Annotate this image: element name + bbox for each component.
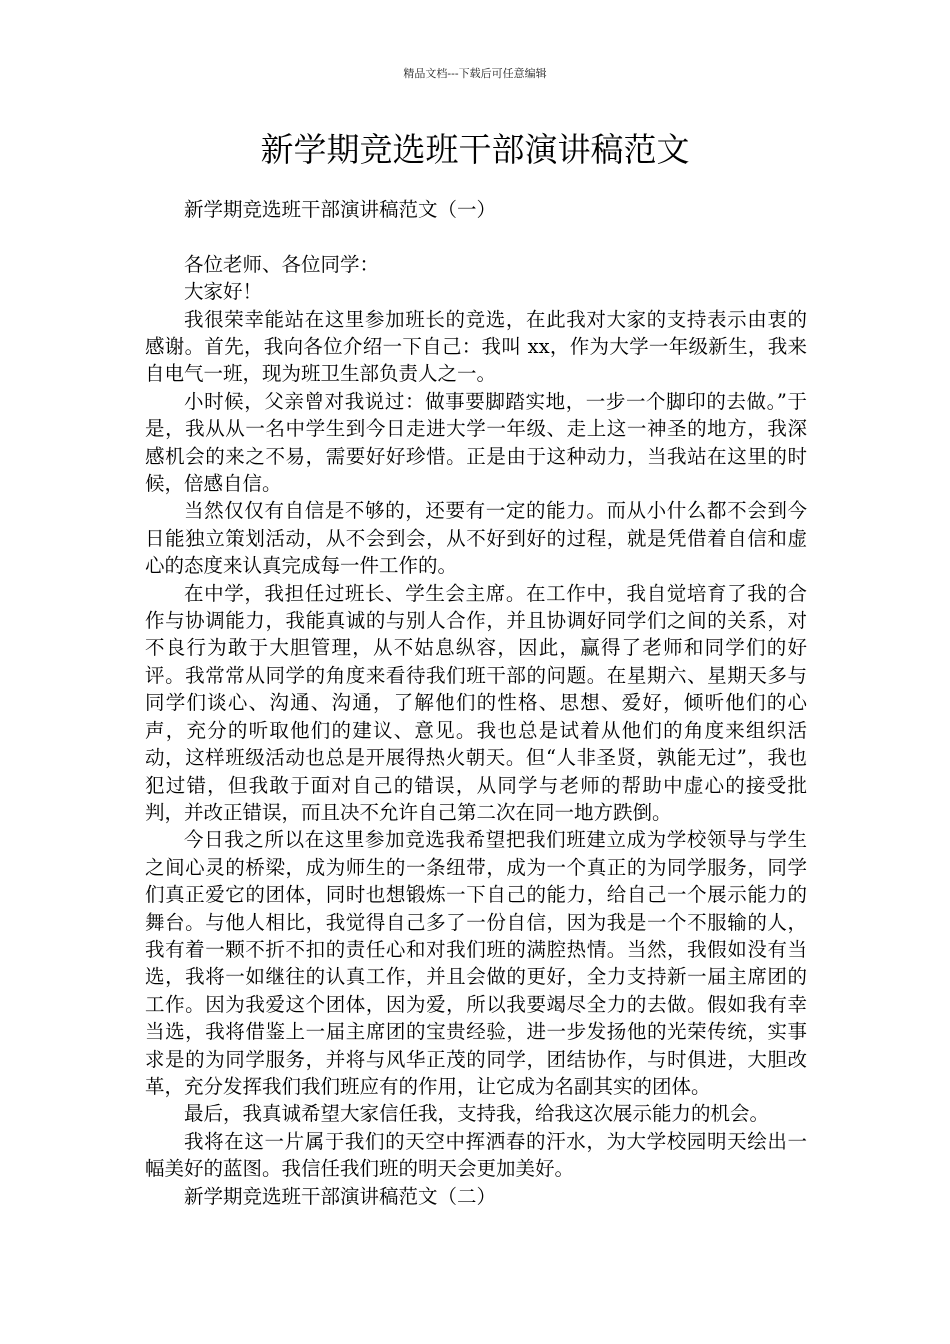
document-title: 新学期竞选班干部演讲稿范文 (260, 130, 690, 169)
subtitle-one: 新学期竞选班干部演讲稿范文（一） (184, 198, 497, 221)
paragraph-ability: 当然仅仅有自信是不够的，还要有一定的能力。而从小什么都不会到今日能独立策划活动，从不会到会，从不好到好的过程，就是凭借着自信和虚心的态度来认真完成每一件工作的。 (145, 499, 807, 578)
hello-line: 大家好！ (184, 280, 263, 304)
paragraph-childhood: 小时候，父亲曾对我说过：做事要脚踏实地，一步一个脚印的去做。”于是，我从从一名中学生到今日走进大学一年级、走上这一神圣的地方，我深感机会的来之不易，需要好好珍惜。正是由于这种动力，当我站在这里的时候，倍感自信。 (145, 389, 807, 496)
document-body (145, 196, 807, 1210)
paragraph-intro: 我很荣幸能站在这里参加班长的竞选，在此我对大家的支持表示由衷的感谢。首先，我向各位介绍一下自己：我叫 xx，作为大学一年级新生，我来自电气一班，现为班卫生部负责人之一。 (145, 307, 807, 386)
subtitle-two: 新学期竞选班干部演讲稿范文（二） (184, 1184, 497, 1208)
paragraph-experience: 在中学，我担任过班长、学生会主席。在工作中，我自觉培育了我的合作与协调能力，我能真诚的与别人合作，并且协调好同学们之间的关系，对不良行为敢于大胆管理，从不姑息纵容，因此，赢得了老师和同学们的好评。我常常从同学的角度来看待我们班干部的问题。在星期六、星期天多与同学们谈心、沟通、沟通，了解他们的性格、思想、爱好，倾听他们的心声，充分的听取他们的建议、意见。我也总是试着从他们的角度来组织活动，这样班级活动也总是开展得热火朝天。但“人非圣贤，孰能无过”，我也犯过错，但我敢于面对自己的错误，从同学与老师的帮助中虚心的接受批判，并改正错误，而且决不允许自己第二次在同一地方跌倒。 (145, 581, 807, 824)
paragraph-goals: 今日我之所以在这里参加竞选我希望把我们班建立成为学校领导与学生之间心灵的桥梁，成为师生的一条纽带，成为一个真正的为同学服务，同学们真正爱它的团体，同时也想锻炼一下自己的能力，给自己一个展示能力的舞台。与他人相比，我觉得自己多了一份自信，因为我是一个不服输的人，我有着一颗不折不扣的责任心和对我们班的满腔热情。当然，我假如没有当选，我将一如继往的认真工作，并且会做的更好，全力支持新一届主席团的工作。因为我爱这个团体，因为爱，所以我要竭尽全力的去做。假如我有幸当选，我将借鉴上一届主席团的宝贵经验，进一步发扬他的光荣传统，实事求是的为同学服务，并将与风华正茂的同学，团结协作，与时俱进，大胆改革，充分发挥我们我们班应有的作用，让它成为名副其实的团体。 (145, 828, 807, 1098)
paragraph-closing: 最后，我真诚希望大家信任我，支持我，给我这次展示能力的机会。 (184, 1102, 770, 1126)
greeting: 各位老师、各位同学： (184, 252, 380, 276)
header-note: 精品文档---下载后可任意编辑 (403, 67, 547, 80)
paragraph-future: 我将在这一片属于我们的天空中挥洒春的汗水，为大学校园明天绘出一幅美好的蓝图。我信任我们班的明天会更加美好。 (145, 1129, 807, 1181)
